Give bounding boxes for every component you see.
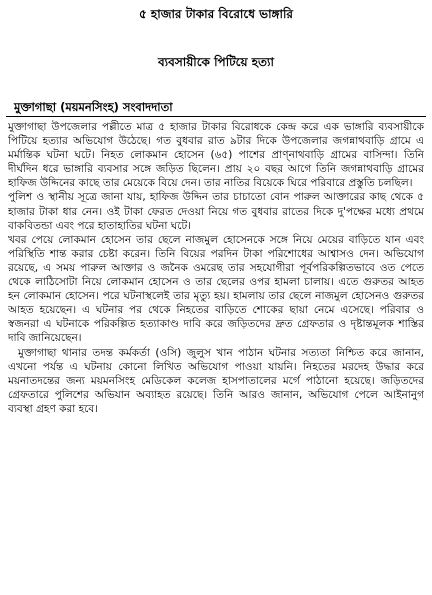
paragraph-4: মুক্তাগাছা থানার তদন্ত কর্মকর্তা (ওসি) জুলুস খান পাঠান ঘটনার সত্যতা নিশ্চিত করে জানান, এখনো পর্যন্ত এ ঘটনায় কোনো লিখিত অভিযোগ পাওয়া যায়নি। নিহতের মরদেহ উদ্ধার করে ময়নাতদন্তের জন্য ময়মনসিংহ মেডিকেল কলেজ হাসপাতালের মর্গে পাঠানো হয়েছে। জড়িতদের গ্রেফতারে পুলিশের অভিযান অব্যাহত রয়েছে। তিনি আরও জানান, অভিযোগ পেলে আইনানুগ ব্যবস্থা গ্রহণ করা হবে। [8,346,424,415]
byline: মুক্তাগাছা (ময়মনসিংহ) সংবাদদাতা [14,100,173,114]
article-body [8,120,424,590]
byline-divider [6,116,426,117]
headline-line-2: ব্যবসায়ীকে পিটিয়ে হত্যা [157,55,275,69]
paragraph-2: পুলিশ ও স্থানীয় সূত্রে জানা যায়, হাফিজ উদ্দিন তার চাচাতো বোন পারুল আক্তারের কাছ থেকে ৫ হাজার টাকা ধার নেন। ওই টাকা ফেরত দেওয়া নিয়ে গত বুধবার রাতের দিকে দু'পক্ষের মধ্যে প্রথমে বাকবিতন্ডা এবং পরে হাতাহাতির ঘটনা ঘটে। [8,191,424,232]
paragraph-3: খবর পেয়ে লোকমান হোসেন তার ছেলে নাজমুল হোসেনকে সঙ্গে নিয়ে মেয়ের বাড়িতে যান এবং পরিস্থিতি শান্ত করার চেষ্টা করেন। তিনি বিয়ের পরদিন টাকা পরিশোধের আশ্বাসও দেন। অভিযোগ রয়েছে, এ সময় পারুল আক্তার ও জনৈক ওমরেছ তার সহযোগীরা পূর্বপরিকল্পিতভাবে ওত পেতে থেকে লাঠিসোটা নিয়ে লোকমান হোসেন ও তার ছেলের ওপর হামলা চালায়। এতে গুরুতর আহত হন লোকমান হোসেন। পরে ঘটনাস্থলেই তার মৃত্যু হয়। হামলায় তার ছেলে নাজমুল হোসেনও গুরুতর আহত হয়েছেন। এ ঘটনার পর থেকে নিহতের বাড়িতে শোকের ছায়া নেমে এসেছে। পরিবার ও স্বজনরা এ ঘটনাকে পরিকল্পিত হত্যাকাণ্ড দাবি করে জড়িতদের দ্রুত গ্রেফতার ও দৃষ্টান্তমূলক শাস্তির দাবি জানিয়েছেন। [8,233,424,345]
paragraph-1: মুক্তাগাছা উপজেলার পল্লীতে মাত্র ৫ হাজার টাকার বিরোধকে কেন্দ্র করে এক ভাঙ্গারি ব্যবসায়ীকে পিটিয়ে হত্যার অভিযোগ উঠেছে। গত বুধবার রাত ৯টার দিকে উপজেলার জগন্নাথবাড়ি গ্রামে এ মর্মান্তিক ঘটনা ঘটে। নিহত লোকমান হোসেন (৬৫) পাশের প্রাণ্নাথবাড়ি গ্রামের বাসিন্দা। তিনি দীর্ঘদিন ধরে ভাঙ্গারি ব্যবসার সঙ্গে জড়িত ছিলেন। প্রায় ২০ বছর আগে তিনি জগন্নাথবাড়ি গ্রামের হাফিজ উদ্দিনের কাছে তার মেয়েকে বিয়ে দেন। তার নাতির বিয়েকে ঘিরে পরিবারে প্রস্তুতি চলছিল। [8,121,424,190]
headline-line-1: ৫ হাজার টাকার বিরোধে ভাঙ্গারি [138,7,294,21]
